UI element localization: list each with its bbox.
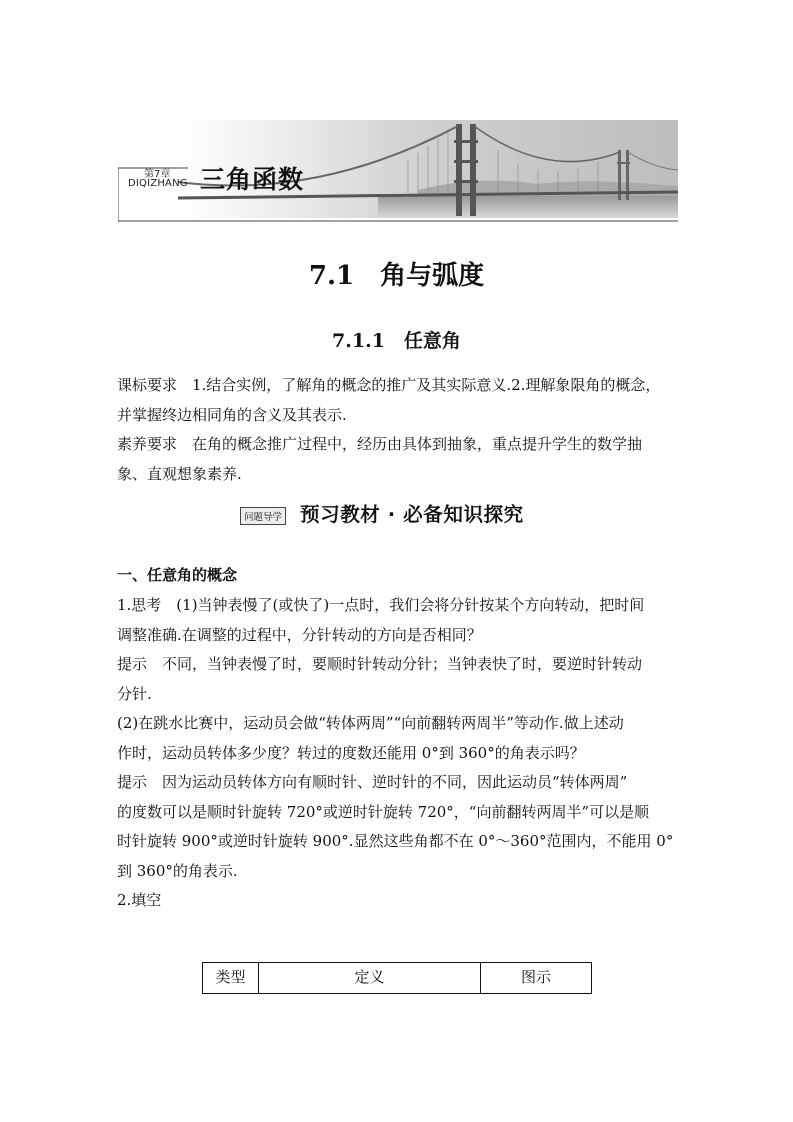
body-line: 2.填空 (117, 891, 162, 909)
table-header-row (203, 963, 592, 994)
body-line: 提示 不同，当钟表慢了时，要顺时针转动分针；当钟表快了时，要逆时针转动 (117, 655, 643, 673)
body-text (117, 591, 680, 916)
body-line: 到 360°的角表示. (117, 861, 238, 880)
body-line: 1.思考 (1)当钟表慢了(或快了)一点时，我们会将分针按某个方向转动，把时间 (117, 596, 645, 614)
body-line: 作时，运动员转体多少度？转过的度数还能用 0°到 360°的角表示吗？ (117, 743, 585, 762)
guide-title: 预习教材 · 必备知识探究 (300, 503, 524, 526)
section-title: 7.1 角与弧度 (308, 261, 485, 291)
literacy-line: 素养要求 在角的概念推广过程中，经历由具体到抽象，重点提升学生的数学抽 (117, 435, 643, 453)
curriculum-line: 并掌握终边相同角的含义及其表示. (117, 405, 347, 424)
curriculum-line: 课标要求 1.结合实例，了解角的概念的推广及其实际意义.2.理解象限角的概念， (117, 376, 661, 394)
fill-table (202, 962, 592, 994)
guide-tag: 问题导学 (240, 507, 286, 525)
body-line: 的度数可以是顺时针旋转 720°或逆时针旋转 720°，“向前翻转两周半”可以是顺 (117, 802, 650, 821)
table-header-type: 类型 (203, 963, 259, 994)
heading-concept: 一、任意角的概念 (117, 566, 238, 584)
table-header-figure: 图示 (481, 963, 592, 994)
guide-section-header (240, 499, 560, 529)
chapter-pinyin: DIQIZHANG (128, 178, 188, 189)
table-header-definition: 定义 (259, 963, 481, 994)
chapter-title: 三角函数 (200, 165, 305, 194)
body-line: 提示 因为运动员转体方向有顺时针、逆时针的不同，因此运动员“转体两周” (117, 773, 628, 791)
body-line: (2)在跳水比赛中，运动员会做“转体两周”“向前翻转两周半”等动作.做上述动 (117, 714, 624, 732)
body-line: 调整准确.在调整的过程中，分针转动的方向是否相同？ (117, 625, 482, 644)
chapter-number: 第7章 (144, 169, 171, 180)
curriculum-requirements (117, 371, 680, 489)
literacy-line: 象、直观想象素养. (117, 464, 242, 483)
body-line: 分针. (117, 684, 152, 703)
body-line: 时针旋转 900°或逆时针旋转 900°.显然这些角都不在 0°～360°范围内，不能用 0° (117, 832, 674, 850)
subsection-title: 7.1.1 任意角 (332, 330, 461, 352)
